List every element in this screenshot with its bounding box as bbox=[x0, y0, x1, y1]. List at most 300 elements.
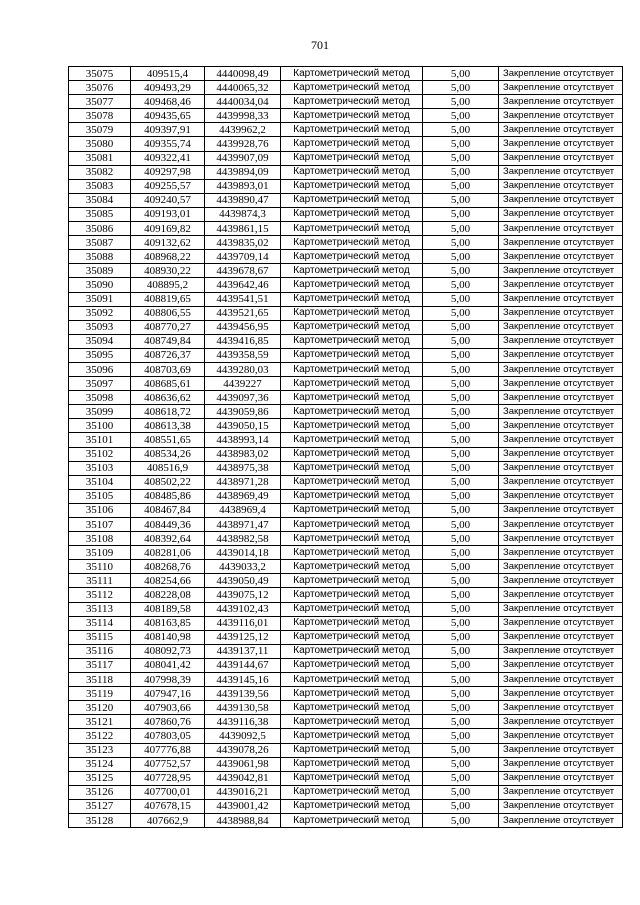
method-cell: Картометрический метод bbox=[281, 179, 423, 193]
method-cell: Картометрический метод bbox=[281, 771, 423, 785]
method-cell: Картометрический метод bbox=[281, 250, 423, 264]
table-row bbox=[69, 207, 623, 221]
point-number-cell: 35118 bbox=[69, 673, 131, 687]
fixation-cell: Закрепление отсутствует bbox=[499, 757, 623, 771]
fixation-cell: Закрепление отсутствует bbox=[499, 475, 623, 489]
point-number-cell: 35088 bbox=[69, 250, 131, 264]
y-coordinate-cell: 4439130,58 bbox=[205, 701, 281, 715]
accuracy-cell: 5,00 bbox=[423, 405, 499, 419]
fixation-cell: Закрепление отсутствует bbox=[499, 348, 623, 362]
fixation-cell: Закрепление отсутствует bbox=[499, 658, 623, 672]
y-coordinate-cell: 4439893,01 bbox=[205, 179, 281, 193]
fixation-cell: Закрепление отсутствует bbox=[499, 377, 623, 391]
method-cell: Картометрический метод bbox=[281, 95, 423, 109]
x-coordinate-cell: 409355,74 bbox=[131, 137, 205, 151]
x-coordinate-cell: 408551,65 bbox=[131, 433, 205, 447]
fixation-cell: Закрепление отсутствует bbox=[499, 673, 623, 687]
accuracy-cell: 5,00 bbox=[423, 81, 499, 95]
y-coordinate-cell: 4438971,47 bbox=[205, 518, 281, 532]
table-row bbox=[69, 771, 623, 785]
accuracy-cell: 5,00 bbox=[423, 362, 499, 376]
method-cell: Картометрический метод bbox=[281, 362, 423, 376]
table-row bbox=[69, 532, 623, 546]
table-row bbox=[69, 799, 623, 813]
fixation-cell: Закрепление отсутствует bbox=[499, 560, 623, 574]
x-coordinate-cell: 408703,69 bbox=[131, 362, 205, 376]
point-number-cell: 35111 bbox=[69, 574, 131, 588]
x-coordinate-cell: 408613,38 bbox=[131, 419, 205, 433]
accuracy-cell: 5,00 bbox=[423, 644, 499, 658]
y-coordinate-cell: 4439861,15 bbox=[205, 222, 281, 236]
table-row bbox=[69, 264, 623, 278]
y-coordinate-cell: 4439541,51 bbox=[205, 292, 281, 306]
table-row bbox=[69, 785, 623, 799]
accuracy-cell: 5,00 bbox=[423, 123, 499, 137]
point-number-cell: 35089 bbox=[69, 264, 131, 278]
point-number-cell: 35094 bbox=[69, 334, 131, 348]
method-cell: Картометрический метод bbox=[281, 207, 423, 221]
x-coordinate-cell: 409169,82 bbox=[131, 222, 205, 236]
accuracy-cell: 5,00 bbox=[423, 658, 499, 672]
point-number-cell: 35107 bbox=[69, 518, 131, 532]
y-coordinate-cell: 4439033,2 bbox=[205, 560, 281, 574]
method-cell: Картометрический метод bbox=[281, 419, 423, 433]
y-coordinate-cell: 4439137,11 bbox=[205, 644, 281, 658]
table-row bbox=[69, 250, 623, 264]
accuracy-cell: 5,00 bbox=[423, 560, 499, 574]
accuracy-cell: 5,00 bbox=[423, 165, 499, 179]
point-number-cell: 35082 bbox=[69, 165, 131, 179]
y-coordinate-cell: 4439416,85 bbox=[205, 334, 281, 348]
fixation-cell: Закрепление отсутствует bbox=[499, 602, 623, 616]
method-cell: Картометрический метод bbox=[281, 532, 423, 546]
x-coordinate-cell: 408467,84 bbox=[131, 503, 205, 517]
point-number-cell: 35101 bbox=[69, 433, 131, 447]
fixation-cell: Закрепление отсутствует bbox=[499, 729, 623, 743]
accuracy-cell: 5,00 bbox=[423, 222, 499, 236]
table-row bbox=[69, 222, 623, 236]
point-number-cell: 35116 bbox=[69, 644, 131, 658]
method-cell: Картометрический метод bbox=[281, 193, 423, 207]
y-coordinate-cell: 4439014,18 bbox=[205, 546, 281, 560]
x-coordinate-cell: 408806,55 bbox=[131, 306, 205, 320]
accuracy-cell: 5,00 bbox=[423, 320, 499, 334]
fixation-cell: Закрепление отсутствует bbox=[499, 616, 623, 630]
accuracy-cell: 5,00 bbox=[423, 588, 499, 602]
method-cell: Картометрический метод bbox=[281, 447, 423, 461]
x-coordinate-cell: 409515,4 bbox=[131, 67, 205, 81]
table-row bbox=[69, 630, 623, 644]
x-coordinate-cell: 407700,01 bbox=[131, 785, 205, 799]
point-number-cell: 35117 bbox=[69, 658, 131, 672]
point-number-cell: 35091 bbox=[69, 292, 131, 306]
point-number-cell: 35097 bbox=[69, 377, 131, 391]
fixation-cell: Закрепление отсутствует bbox=[499, 644, 623, 658]
method-cell: Картометрический метод bbox=[281, 799, 423, 813]
accuracy-cell: 5,00 bbox=[423, 236, 499, 250]
method-cell: Картометрический метод bbox=[281, 503, 423, 517]
table-row bbox=[69, 743, 623, 757]
fixation-cell: Закрепление отсутствует bbox=[499, 306, 623, 320]
y-coordinate-cell: 4439092,5 bbox=[205, 729, 281, 743]
table-row bbox=[69, 109, 623, 123]
method-cell: Картометрический метод bbox=[281, 560, 423, 574]
table-row bbox=[69, 644, 623, 658]
x-coordinate-cell: 408726,37 bbox=[131, 348, 205, 362]
x-coordinate-cell: 408268,76 bbox=[131, 560, 205, 574]
table-row bbox=[69, 405, 623, 419]
method-cell: Картометрический метод bbox=[281, 264, 423, 278]
accuracy-cell: 5,00 bbox=[423, 433, 499, 447]
method-cell: Картометрический метод bbox=[281, 743, 423, 757]
method-cell: Картометрический метод bbox=[281, 306, 423, 320]
y-coordinate-cell: 4439125,12 bbox=[205, 630, 281, 644]
method-cell: Картометрический метод bbox=[281, 165, 423, 179]
fixation-cell: Закрепление отсутствует bbox=[499, 320, 623, 334]
fixation-cell: Закрепление отсутствует bbox=[499, 813, 623, 827]
point-number-cell: 35110 bbox=[69, 560, 131, 574]
accuracy-cell: 5,00 bbox=[423, 292, 499, 306]
table-row bbox=[69, 362, 623, 376]
x-coordinate-cell: 408228,08 bbox=[131, 588, 205, 602]
table-row bbox=[69, 67, 623, 81]
accuracy-cell: 5,00 bbox=[423, 67, 499, 81]
fixation-cell: Закрепление отсутствует bbox=[499, 137, 623, 151]
table-row bbox=[69, 687, 623, 701]
y-coordinate-cell: 4439139,56 bbox=[205, 687, 281, 701]
table-row bbox=[69, 391, 623, 405]
y-coordinate-cell: 4439456,95 bbox=[205, 320, 281, 334]
fixation-cell: Закрепление отсутствует bbox=[499, 334, 623, 348]
accuracy-cell: 5,00 bbox=[423, 179, 499, 193]
fixation-cell: Закрепление отсутствует bbox=[499, 151, 623, 165]
x-coordinate-cell: 409397,91 bbox=[131, 123, 205, 137]
fixation-cell: Закрепление отсутствует bbox=[499, 461, 623, 475]
y-coordinate-cell: 4439890,47 bbox=[205, 193, 281, 207]
fixation-cell: Закрепление отсутствует bbox=[499, 109, 623, 123]
accuracy-cell: 5,00 bbox=[423, 743, 499, 757]
method-cell: Картометрический метод bbox=[281, 151, 423, 165]
x-coordinate-cell: 408449,36 bbox=[131, 518, 205, 532]
table-row bbox=[69, 813, 623, 827]
method-cell: Картометрический метод bbox=[281, 687, 423, 701]
x-coordinate-cell: 407998,39 bbox=[131, 673, 205, 687]
method-cell: Картометрический метод bbox=[281, 574, 423, 588]
fixation-cell: Закрепление отсутствует bbox=[499, 687, 623, 701]
fixation-cell: Закрепление отсутствует bbox=[499, 278, 623, 292]
accuracy-cell: 5,00 bbox=[423, 377, 499, 391]
table-row bbox=[69, 546, 623, 560]
table-row bbox=[69, 616, 623, 630]
x-coordinate-cell: 408749,84 bbox=[131, 334, 205, 348]
point-number-cell: 35092 bbox=[69, 306, 131, 320]
fixation-cell: Закрепление отсутствует bbox=[499, 81, 623, 95]
x-coordinate-cell: 408254,66 bbox=[131, 574, 205, 588]
accuracy-cell: 5,00 bbox=[423, 799, 499, 813]
accuracy-cell: 5,00 bbox=[423, 532, 499, 546]
y-coordinate-cell: 4439709,14 bbox=[205, 250, 281, 264]
point-number-cell: 35079 bbox=[69, 123, 131, 137]
y-coordinate-cell: 4439116,38 bbox=[205, 715, 281, 729]
table-row bbox=[69, 334, 623, 348]
fixation-cell: Закрепление отсутствует bbox=[499, 264, 623, 278]
method-cell: Картометрический метод bbox=[281, 81, 423, 95]
x-coordinate-cell: 407776,88 bbox=[131, 743, 205, 757]
accuracy-cell: 5,00 bbox=[423, 475, 499, 489]
y-coordinate-cell: 4438982,58 bbox=[205, 532, 281, 546]
point-number-cell: 35083 bbox=[69, 179, 131, 193]
x-coordinate-cell: 407947,16 bbox=[131, 687, 205, 701]
fixation-cell: Закрепление отсутствует bbox=[499, 236, 623, 250]
fixation-cell: Закрепление отсутствует bbox=[499, 701, 623, 715]
accuracy-cell: 5,00 bbox=[423, 503, 499, 517]
fixation-cell: Закрепление отсутствует bbox=[499, 419, 623, 433]
fixation-cell: Закрепление отсутствует bbox=[499, 743, 623, 757]
y-coordinate-cell: 4439059,86 bbox=[205, 405, 281, 419]
method-cell: Картометрический метод bbox=[281, 377, 423, 391]
x-coordinate-cell: 408618,72 bbox=[131, 405, 205, 419]
y-coordinate-cell: 4439042,81 bbox=[205, 771, 281, 785]
accuracy-cell: 5,00 bbox=[423, 109, 499, 123]
accuracy-cell: 5,00 bbox=[423, 813, 499, 827]
x-coordinate-cell: 407803,05 bbox=[131, 729, 205, 743]
page-number: 701 bbox=[311, 38, 329, 52]
table-row bbox=[69, 673, 623, 687]
accuracy-cell: 5,00 bbox=[423, 729, 499, 743]
accuracy-cell: 5,00 bbox=[423, 391, 499, 405]
method-cell: Картометрический метод bbox=[281, 588, 423, 602]
y-coordinate-cell: 4438993,14 bbox=[205, 433, 281, 447]
point-number-cell: 35084 bbox=[69, 193, 131, 207]
table-row bbox=[69, 757, 623, 771]
accuracy-cell: 5,00 bbox=[423, 306, 499, 320]
table-row bbox=[69, 503, 623, 517]
point-number-cell: 35124 bbox=[69, 757, 131, 771]
method-cell: Картометрический метод bbox=[281, 222, 423, 236]
x-coordinate-cell: 408516,9 bbox=[131, 461, 205, 475]
y-coordinate-cell: 4438983,02 bbox=[205, 447, 281, 461]
method-cell: Картометрический метод bbox=[281, 292, 423, 306]
y-coordinate-cell: 4439874,3 bbox=[205, 207, 281, 221]
table-row bbox=[69, 588, 623, 602]
point-number-cell: 35127 bbox=[69, 799, 131, 813]
fixation-cell: Закрепление отсутствует bbox=[499, 123, 623, 137]
y-coordinate-cell: 4439144,67 bbox=[205, 658, 281, 672]
y-coordinate-cell: 4439145,16 bbox=[205, 673, 281, 687]
method-cell: Картометрический метод bbox=[281, 123, 423, 137]
method-cell: Картометрический метод bbox=[281, 236, 423, 250]
x-coordinate-cell: 408895,2 bbox=[131, 278, 205, 292]
fixation-cell: Закрепление отсутствует bbox=[499, 785, 623, 799]
point-number-cell: 35085 bbox=[69, 207, 131, 221]
x-coordinate-cell: 408636,62 bbox=[131, 391, 205, 405]
method-cell: Картометрический метод bbox=[281, 630, 423, 644]
y-coordinate-cell: 4439016,21 bbox=[205, 785, 281, 799]
x-coordinate-cell: 409435,65 bbox=[131, 109, 205, 123]
x-coordinate-cell: 408930,22 bbox=[131, 264, 205, 278]
accuracy-cell: 5,00 bbox=[423, 518, 499, 532]
point-number-cell: 35122 bbox=[69, 729, 131, 743]
accuracy-cell: 5,00 bbox=[423, 264, 499, 278]
point-number-cell: 35096 bbox=[69, 362, 131, 376]
x-coordinate-cell: 409468,46 bbox=[131, 95, 205, 109]
method-cell: Картометрический метод bbox=[281, 729, 423, 743]
table-row bbox=[69, 433, 623, 447]
x-coordinate-cell: 408968,22 bbox=[131, 250, 205, 264]
y-coordinate-cell: 4439280,03 bbox=[205, 362, 281, 376]
table-row bbox=[69, 475, 623, 489]
table-row bbox=[69, 377, 623, 391]
y-coordinate-cell: 4438969,4 bbox=[205, 503, 281, 517]
fixation-cell: Закрепление отсутствует bbox=[499, 250, 623, 264]
table-row bbox=[69, 123, 623, 137]
table-row bbox=[69, 518, 623, 532]
x-coordinate-cell: 408819,65 bbox=[131, 292, 205, 306]
table-body bbox=[69, 67, 623, 828]
method-cell: Картометрический метод bbox=[281, 334, 423, 348]
point-number-cell: 35114 bbox=[69, 616, 131, 630]
method-cell: Картометрический метод bbox=[281, 405, 423, 419]
table-row bbox=[69, 447, 623, 461]
y-coordinate-cell: 4440098,49 bbox=[205, 67, 281, 81]
x-coordinate-cell: 408092,73 bbox=[131, 644, 205, 658]
accuracy-cell: 5,00 bbox=[423, 334, 499, 348]
table-row bbox=[69, 348, 623, 362]
fixation-cell: Закрепление отсутствует bbox=[499, 362, 623, 376]
x-coordinate-cell: 407860,76 bbox=[131, 715, 205, 729]
fixation-cell: Закрепление отсутствует bbox=[499, 95, 623, 109]
x-coordinate-cell: 408685,61 bbox=[131, 377, 205, 391]
y-coordinate-cell: 4439061,98 bbox=[205, 757, 281, 771]
point-number-cell: 35081 bbox=[69, 151, 131, 165]
x-coordinate-cell: 409322,41 bbox=[131, 151, 205, 165]
x-coordinate-cell: 409240,57 bbox=[131, 193, 205, 207]
point-number-cell: 35095 bbox=[69, 348, 131, 362]
accuracy-cell: 5,00 bbox=[423, 348, 499, 362]
accuracy-cell: 5,00 bbox=[423, 95, 499, 109]
table-row bbox=[69, 560, 623, 574]
accuracy-cell: 5,00 bbox=[423, 419, 499, 433]
accuracy-cell: 5,00 bbox=[423, 137, 499, 151]
accuracy-cell: 5,00 bbox=[423, 771, 499, 785]
y-coordinate-cell: 4439521,65 bbox=[205, 306, 281, 320]
table-row bbox=[69, 165, 623, 179]
point-number-cell: 35075 bbox=[69, 67, 131, 81]
accuracy-cell: 5,00 bbox=[423, 461, 499, 475]
accuracy-cell: 5,00 bbox=[423, 630, 499, 644]
fixation-cell: Закрепление отсутствует bbox=[499, 546, 623, 560]
fixation-cell: Закрепление отсутствует bbox=[499, 433, 623, 447]
y-coordinate-cell: 4438969,49 bbox=[205, 489, 281, 503]
y-coordinate-cell: 4439907,09 bbox=[205, 151, 281, 165]
table-row bbox=[69, 658, 623, 672]
method-cell: Картометрический метод bbox=[281, 137, 423, 151]
method-cell: Картометрический метод bbox=[281, 489, 423, 503]
accuracy-cell: 5,00 bbox=[423, 673, 499, 687]
table-row bbox=[69, 602, 623, 616]
table-row bbox=[69, 292, 623, 306]
fixation-cell: Закрепление отсутствует bbox=[499, 799, 623, 813]
x-coordinate-cell: 408281,06 bbox=[131, 546, 205, 560]
y-coordinate-cell: 4439998,33 bbox=[205, 109, 281, 123]
point-number-cell: 35123 bbox=[69, 743, 131, 757]
accuracy-cell: 5,00 bbox=[423, 785, 499, 799]
point-number-cell: 35115 bbox=[69, 630, 131, 644]
y-coordinate-cell: 4439678,67 bbox=[205, 264, 281, 278]
point-number-cell: 35103 bbox=[69, 461, 131, 475]
table-row bbox=[69, 278, 623, 292]
method-cell: Картометрический метод bbox=[281, 602, 423, 616]
point-number-cell: 35090 bbox=[69, 278, 131, 292]
x-coordinate-cell: 409193,01 bbox=[131, 207, 205, 221]
x-coordinate-cell: 409493,29 bbox=[131, 81, 205, 95]
fixation-cell: Закрепление отсутствует bbox=[499, 67, 623, 81]
method-cell: Картометрический метод bbox=[281, 785, 423, 799]
fixation-cell: Закрепление отсутствует bbox=[499, 503, 623, 517]
y-coordinate-cell: 4439962,2 bbox=[205, 123, 281, 137]
point-number-cell: 35128 bbox=[69, 813, 131, 827]
point-number-cell: 35126 bbox=[69, 785, 131, 799]
table-row bbox=[69, 236, 623, 250]
accuracy-cell: 5,00 bbox=[423, 546, 499, 560]
x-coordinate-cell: 408041,42 bbox=[131, 658, 205, 672]
method-cell: Картометрический метод bbox=[281, 701, 423, 715]
method-cell: Картометрический метод bbox=[281, 715, 423, 729]
fixation-cell: Закрепление отсутствует bbox=[499, 574, 623, 588]
table-row bbox=[69, 179, 623, 193]
x-coordinate-cell: 408485,86 bbox=[131, 489, 205, 503]
point-number-cell: 35093 bbox=[69, 320, 131, 334]
method-cell: Картометрический метод bbox=[281, 461, 423, 475]
table-row bbox=[69, 574, 623, 588]
point-number-cell: 35109 bbox=[69, 546, 131, 560]
fixation-cell: Закрепление отсутствует bbox=[499, 179, 623, 193]
y-coordinate-cell: 4440034,04 bbox=[205, 95, 281, 109]
y-coordinate-cell: 4439078,26 bbox=[205, 743, 281, 757]
fixation-cell: Закрепление отсутствует bbox=[499, 292, 623, 306]
method-cell: Картометрический метод bbox=[281, 757, 423, 771]
method-cell: Картометрический метод bbox=[281, 391, 423, 405]
table-row bbox=[69, 461, 623, 475]
method-cell: Картометрический метод bbox=[281, 67, 423, 81]
y-coordinate-cell: 4438971,28 bbox=[205, 475, 281, 489]
accuracy-cell: 5,00 bbox=[423, 574, 499, 588]
fixation-cell: Закрепление отсутствует bbox=[499, 489, 623, 503]
point-number-cell: 35087 bbox=[69, 236, 131, 250]
accuracy-cell: 5,00 bbox=[423, 151, 499, 165]
method-cell: Картометрический метод bbox=[281, 658, 423, 672]
accuracy-cell: 5,00 bbox=[423, 757, 499, 771]
table-row bbox=[69, 715, 623, 729]
point-number-cell: 35106 bbox=[69, 503, 131, 517]
point-number-cell: 35125 bbox=[69, 771, 131, 785]
table-row bbox=[69, 193, 623, 207]
x-coordinate-cell: 407678,15 bbox=[131, 799, 205, 813]
point-number-cell: 35100 bbox=[69, 419, 131, 433]
point-number-cell: 35098 bbox=[69, 391, 131, 405]
x-coordinate-cell: 409297,98 bbox=[131, 165, 205, 179]
table-row bbox=[69, 151, 623, 165]
x-coordinate-cell: 407903,66 bbox=[131, 701, 205, 715]
y-coordinate-cell: 4438975,38 bbox=[205, 461, 281, 475]
table-row bbox=[69, 489, 623, 503]
fixation-cell: Закрепление отсутствует bbox=[499, 405, 623, 419]
fixation-cell: Закрепление отсутствует bbox=[499, 391, 623, 405]
accuracy-cell: 5,00 bbox=[423, 489, 499, 503]
fixation-cell: Закрепление отсутствует bbox=[499, 588, 623, 602]
method-cell: Картометрический метод bbox=[281, 813, 423, 827]
fixation-cell: Закрепление отсутствует bbox=[499, 207, 623, 221]
